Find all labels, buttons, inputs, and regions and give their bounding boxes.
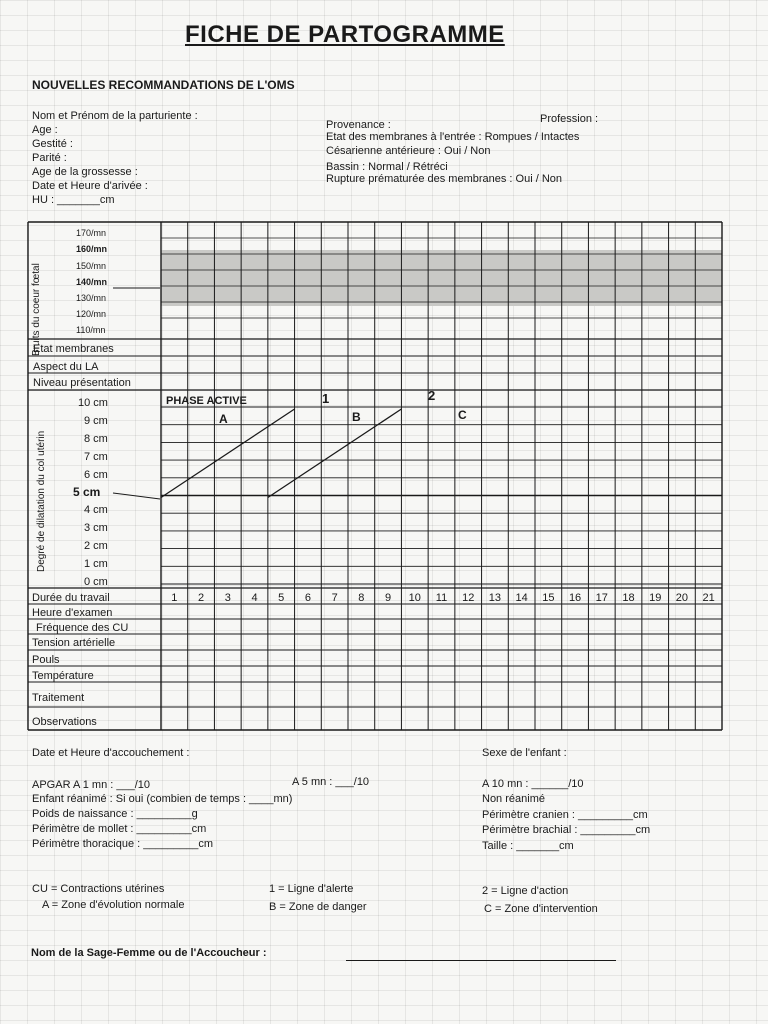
hour-label: 10 <box>408 592 421 604</box>
field-mollet: Périmètre de mollet : _________cm <box>32 823 207 835</box>
signature-line <box>346 960 616 961</box>
field-delivery-date: Date et Heure d'accouchement : <box>32 747 190 759</box>
dilatation-tick: 10 cm <box>78 397 108 409</box>
fhr-tick: 110/mn <box>76 325 106 335</box>
row-label-heure: Heure d'examen <box>32 607 113 619</box>
field-name: Nom et Prénom de la parturiente : <box>32 110 198 122</box>
field-cranien: Périmètre cranien : _________cm <box>482 809 648 821</box>
dilatation-tick: 1 cm <box>84 558 108 570</box>
hour-label: 13 <box>488 592 502 604</box>
field-apgar-5: A 5 mn : ___/10 <box>292 776 370 788</box>
field-arrival: Date et Heure d'arivée : <box>32 180 148 192</box>
row-label-presentation: Niveau présentation <box>33 377 131 389</box>
dilatation-tick: 2 cm <box>84 540 108 552</box>
hour-label: 21 <box>702 592 715 604</box>
hour-label: 5 <box>278 592 285 604</box>
field-provenance: Provenance : <box>326 119 391 131</box>
dilatation-tick: 7 cm <box>84 451 108 463</box>
hour-label: 16 <box>568 592 582 604</box>
hour-label: 15 <box>542 592 555 604</box>
field-reanime: Enfant réanimé : Si oui (combien de temps : ____mn) <box>32 793 293 805</box>
dilatation-tick: 3 cm <box>84 522 108 534</box>
field-gestite: Gestité : <box>32 138 73 150</box>
hour-label: 14 <box>515 592 528 604</box>
fhr-tick: 170/mn <box>76 228 107 238</box>
fhr-tick: 160/mn <box>76 244 108 254</box>
field-age: Age : <box>32 124 58 136</box>
legend-action-line: 2 = Ligne d'action <box>482 885 569 897</box>
field-membranes-entry: Etat des membranes à l'entrée : Rompues / Intactes <box>326 131 580 143</box>
dilatation-tick: 4 cm <box>84 504 108 516</box>
field-apgar-10: A 10 mn : ______/10 <box>482 778 584 790</box>
row-label-temperature: Température <box>32 670 94 682</box>
dilatation-5cm-arrow <box>113 493 160 499</box>
hour-label: 20 <box>675 592 689 604</box>
fhr-tick: 120/mn <box>76 309 107 319</box>
zone-a-label: A <box>219 412 228 426</box>
field-cesarienne: Césarienne antérieure : Oui / Non <box>326 145 491 157</box>
field-hu: HU : _______cm <box>32 194 115 206</box>
hour-label: 6 <box>304 592 311 604</box>
fhr-tick: 130/mn <box>76 293 107 303</box>
legend-cu: CU = Contractions utérines <box>32 883 165 895</box>
legend-zone-b: B = Zone de danger <box>269 901 367 913</box>
field-parite: Parité : <box>32 152 67 164</box>
zone-b-label: B <box>352 410 361 424</box>
phase-active-label: PHASE ACTIVE <box>166 395 247 407</box>
action-line-label: 2 <box>428 388 436 403</box>
fhr-tick: 140/mn <box>76 277 108 287</box>
action-line <box>268 409 402 498</box>
row-label-cu: Fréquence des CU <box>36 622 129 634</box>
hour-label: 9 <box>385 592 392 604</box>
field-gestational-age: Age de la grossesse : <box>32 166 138 178</box>
field-poids: Poids de naissance : _________g <box>32 808 198 820</box>
field-brachial: Périmètre brachial : _________cm <box>482 824 651 836</box>
field-non-reanime: Non réanimé <box>482 793 545 805</box>
hour-label: 11 <box>435 592 448 604</box>
field-sexe: Sexe de l'enfant : <box>482 747 567 759</box>
dilatation-tick: 9 cm <box>84 415 108 427</box>
signature-label: Nom de la Sage-Femme ou de l'Accoucheur : <box>31 947 267 959</box>
alert-line-label: 1 <box>322 391 330 406</box>
fhr-tick: 150/mn <box>76 261 107 271</box>
hour-label: 4 <box>251 592 258 604</box>
field-thoracique: Périmètre thoracique : _________cm <box>32 838 213 850</box>
dilatation-tick: 6 cm <box>84 469 108 481</box>
hour-label: 7 <box>331 592 338 604</box>
hour-label: 8 <box>358 592 365 604</box>
field-bassin: Bassin : Normal / Rétréci <box>326 161 448 173</box>
legend-zone-a: A = Zone d'évolution normale <box>42 899 185 911</box>
hour-label: 3 <box>224 592 231 604</box>
fhr-axis-label: Bruits du coeur fœtal <box>31 263 42 356</box>
dilatation-tick: 5 cm <box>73 485 101 499</box>
zone-c-label: C <box>458 408 467 422</box>
page-subtitle: NOUVELLES RECOMMANDATIONS DE L'OMS <box>32 78 295 92</box>
row-label-duree: Durée du travail <box>32 592 110 604</box>
field-taille: Taille : _______cm <box>482 840 574 852</box>
dilatation-tick: 8 cm <box>84 433 108 445</box>
row-label-observations: Observations <box>32 716 97 728</box>
hour-label: 1 <box>171 592 178 604</box>
hour-label: 17 <box>595 592 608 604</box>
field-rupture: Rupture prématurée des membranes : Oui / Non <box>326 173 563 185</box>
legend-zone-c: C = Zone d'intervention <box>484 903 598 915</box>
hour-label: 12 <box>462 592 475 604</box>
dilatation-axis-label: Degré de dilatation du col utérin <box>36 430 47 572</box>
hour-label: 18 <box>622 592 635 604</box>
row-label-tension: Tension artérielle <box>32 637 116 649</box>
field-profession: Profession : <box>540 113 599 125</box>
row-label-traitement: Traitement <box>32 692 85 704</box>
row-label-la: Aspect du LA <box>33 361 99 373</box>
field-apgar-1: APGAR A 1 mn : ___/10 <box>32 779 151 791</box>
page-title: FICHE DE PARTOGRAMME <box>185 21 505 48</box>
dilatation-tick: 0 cm <box>84 576 108 588</box>
row-label-membranes: Etat membranes <box>33 343 114 355</box>
hour-label: 19 <box>649 592 662 604</box>
hour-label: 2 <box>198 592 205 604</box>
fhr-normal-band <box>161 250 722 306</box>
legend-alert-line: 1 = Ligne d'alerte <box>269 883 354 895</box>
row-label-pouls: Pouls <box>32 654 60 666</box>
